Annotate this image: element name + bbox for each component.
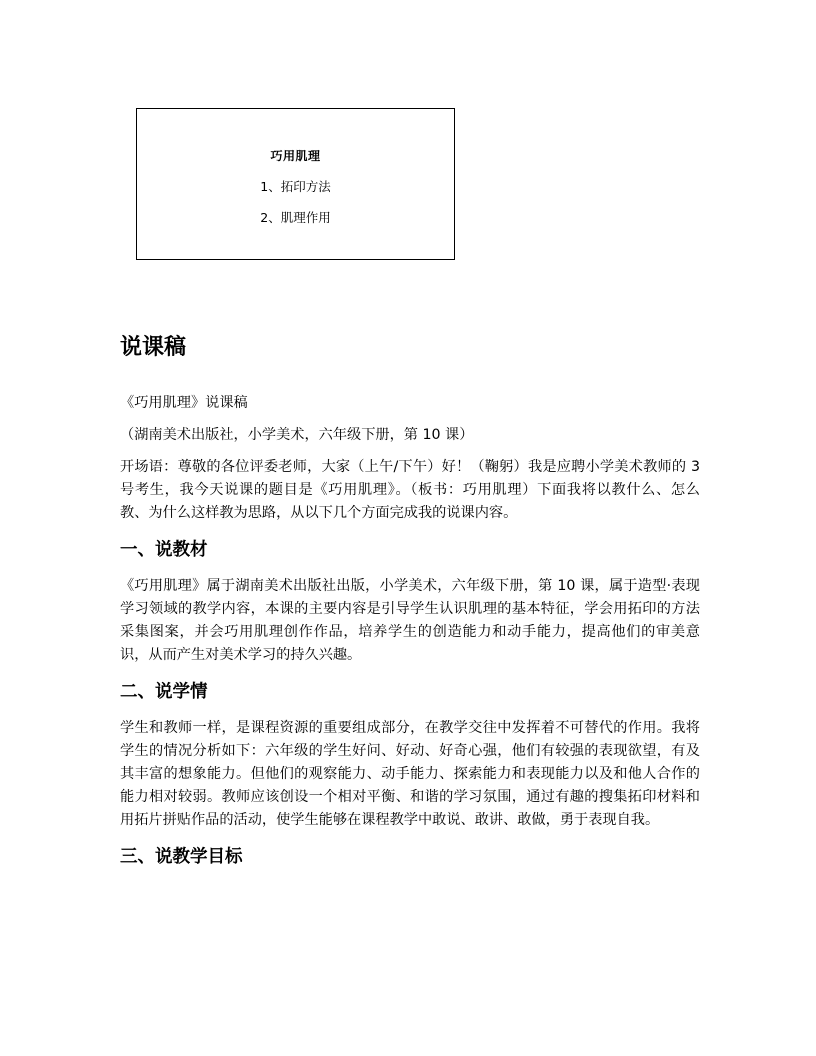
publisher-line: （湖南美术出版社，小学美术，六年级下册，第 10 课）: [120, 427, 474, 443]
section-heading-students: 二、说学情: [120, 682, 208, 702]
document-subtitle: 《巧用肌理》说课稿: [120, 395, 248, 411]
document-heading: 说课稿: [120, 335, 187, 360]
section-heading-goals: 三、说教学目标: [120, 847, 243, 867]
board-item-1: 1、拓印方法: [260, 179, 331, 194]
section-body-students: 学生和教师一样，是课程资源的重要组成部分，在教学交往中发挥着不可替代的作用。我将学生的情况分析如下：六年级的学生好问、好动、好奇心强，他们有较强的表现欲望，有及其丰富的想象能力。但他们的观察能力、动手能力、探索能力和表现能力以及和他人合作的能力相对较弱。教师应该创设一个相对平衡、和谐的学习氛围，通过有趣的搜集拓印材料和用拓片拼贴作品的活动，使学生能够在课程教学中敢说、敢讲、敢做，勇于表现自我。: [120, 720, 700, 828]
board-item-2: 2、肌理作用: [260, 210, 331, 225]
section-heading-textbook: 一、说教材: [120, 540, 208, 560]
intro-paragraph: 开场语：尊敬的各位评委老师，大家（上午/下午）好！（鞠躬）我是应聘小学美术教师的 3 号考生，我今天说课的题目是《巧用肌理》。（板书：巧用肌理）下面我将以教什么、怎么教、为什么这样教为思路，从以下几个方面完成我的说课内容。: [120, 459, 700, 521]
document-body: [120, 330, 700, 882]
section-body-textbook: 《巧用肌理》属于湖南美术出版社出版，小学美术，六年级下册，第 10 课，属于造型·表现学习领域的教学内容，本课的主要内容是引导学生认识肌理的基本特征，学会用拓印的方法采集图案，并会巧用肌理创作作品，培养学生的创造能力和动手能力，提高他们的审美意识，从而产生对美术学习的持久兴趣。: [120, 578, 700, 663]
board-title: 巧用肌理: [270, 149, 321, 163]
blackboard-plan-box: [136, 108, 455, 260]
